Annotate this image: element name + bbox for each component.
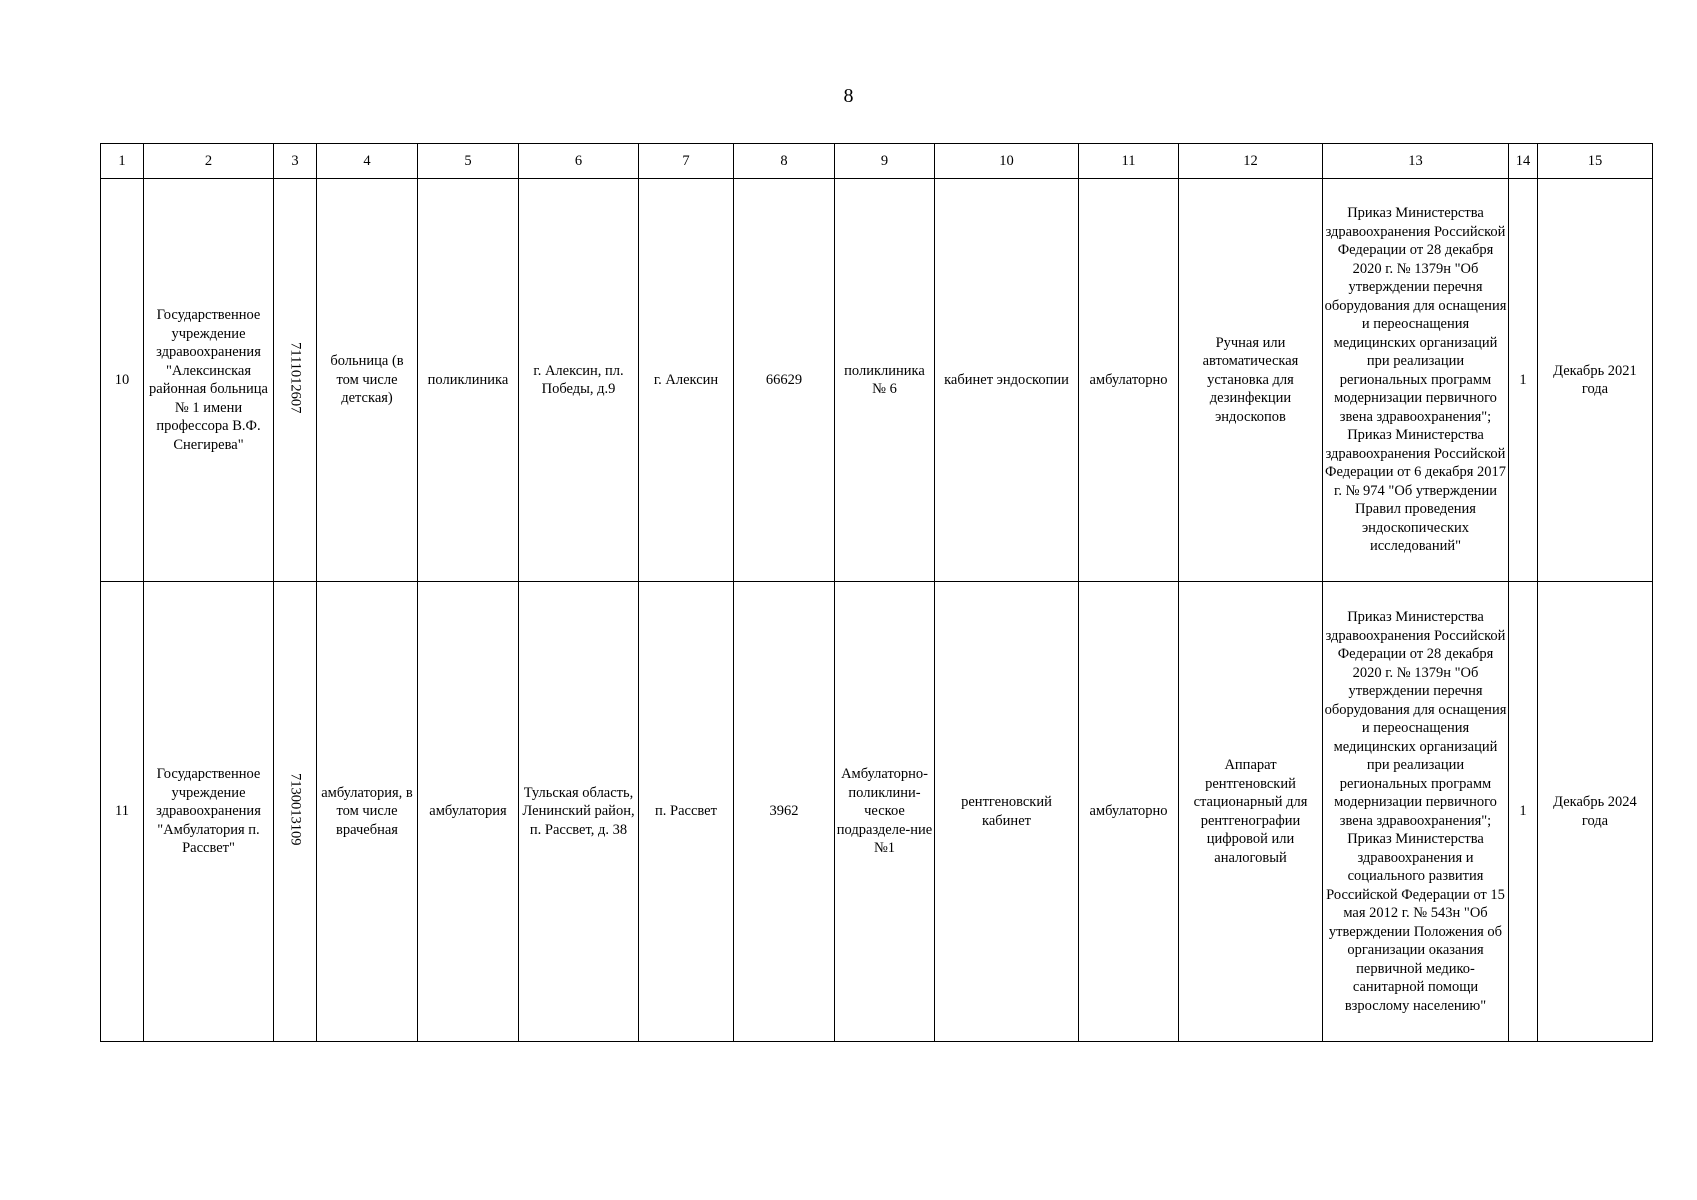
institution-code: 7111012607 <box>287 341 304 413</box>
header-cell: 6 <box>519 144 639 179</box>
header-cell: 1 <box>101 144 144 179</box>
header-cell: 3 <box>274 144 317 179</box>
care-condition: амбулаторно <box>1079 179 1179 582</box>
facility-subtype: поликлиника <box>418 179 519 582</box>
legal-basis: Приказ Министерства здравоохранения Российской Федерации от 28 декабря 2020 г. № 1379н "Об утверждении перечня оборудования для оснащения и переоснащения медицинских организаций при реализации региональных программ модернизации первичного звена здравоохранения"; Приказ Министерства здравоохранения и социального развития Российской Федерации от 15 мая 2012 г. № 543н "Об утверждении Положения об организации оказания первичной медико-санитарной помощи взрослому населению" <box>1323 582 1509 1042</box>
institution-code-cell <box>274 582 317 1042</box>
address: г. Алексин, пл. Победы, д.9 <box>519 179 639 582</box>
header-cell: 7 <box>639 144 734 179</box>
quantity: 1 <box>1509 179 1538 582</box>
header-cell: 14 <box>1509 144 1538 179</box>
header-cell: 5 <box>418 144 519 179</box>
institution-name: Государственное учреждение здравоохранения "Амбулатория п. Рассвет" <box>144 582 274 1042</box>
header-cell: 8 <box>734 144 835 179</box>
deadline: Декабрь 2021 года <box>1538 179 1653 582</box>
locality: г. Алексин <box>639 179 734 582</box>
facility-type: амбулатория, в том числе врачебная <box>317 582 418 1042</box>
table-row <box>101 582 1653 1042</box>
deadline: Декабрь 2024 года <box>1538 582 1653 1042</box>
header-cell: 15 <box>1538 144 1653 179</box>
population: 66629 <box>734 179 835 582</box>
facility-type: больница (в том числе детская) <box>317 179 418 582</box>
equipment: Ручная или автоматическая установка для дезинфекции эндоскопов <box>1179 179 1323 582</box>
header-cell: 4 <box>317 144 418 179</box>
row-number: 11 <box>101 582 144 1042</box>
division: Амбулаторно-поликлини-ческое подразделе-ние №1 <box>835 582 935 1042</box>
institution-code: 7130013109 <box>287 772 304 845</box>
room: кабинет эндоскопии <box>935 179 1079 582</box>
header-cell: 10 <box>935 144 1079 179</box>
equipment: Аппарат рентгеновский стационарный для рентгенографии цифровой или аналоговый <box>1179 582 1323 1042</box>
header-cell: 11 <box>1079 144 1179 179</box>
header-cell: 13 <box>1323 144 1509 179</box>
equipment-table <box>100 143 1653 1042</box>
locality: п. Рассвет <box>639 582 734 1042</box>
room: рентгеновский кабинет <box>935 582 1079 1042</box>
table-header-row <box>101 144 1653 179</box>
header-cell: 9 <box>835 144 935 179</box>
facility-subtype: амбулатория <box>418 582 519 1042</box>
table-row <box>101 179 1653 582</box>
header-cell: 2 <box>144 144 274 179</box>
header-cell: 12 <box>1179 144 1323 179</box>
population: 3962 <box>734 582 835 1042</box>
quantity: 1 <box>1509 582 1538 1042</box>
institution-name: Государственное учреждение здравоохранения "Алексинская районная больница № 1 имени профессора В.Ф. Снегирева" <box>144 179 274 582</box>
care-condition: амбулаторно <box>1079 582 1179 1042</box>
institution-code-cell <box>274 179 317 582</box>
address: Тульская область, Ленинский район, п. Рассвет, д. 38 <box>519 582 639 1042</box>
legal-basis: Приказ Министерства здравоохранения Российской Федерации от 28 декабря 2020 г. № 1379н "Об утверждении перечня оборудования для оснащения и переоснащения медицинских организаций при реализации региональных программ модернизации первичного звена здравоохранения"; Приказ Министерства здравоохранения Российской Федерации от 6 декабря 2017 г. № 974 "Об утверждении Правил проведения эндоскопических исследований" <box>1323 179 1509 582</box>
division: поликлиника № 6 <box>835 179 935 582</box>
page-number: 8 <box>843 85 854 107</box>
row-number: 10 <box>101 179 144 582</box>
